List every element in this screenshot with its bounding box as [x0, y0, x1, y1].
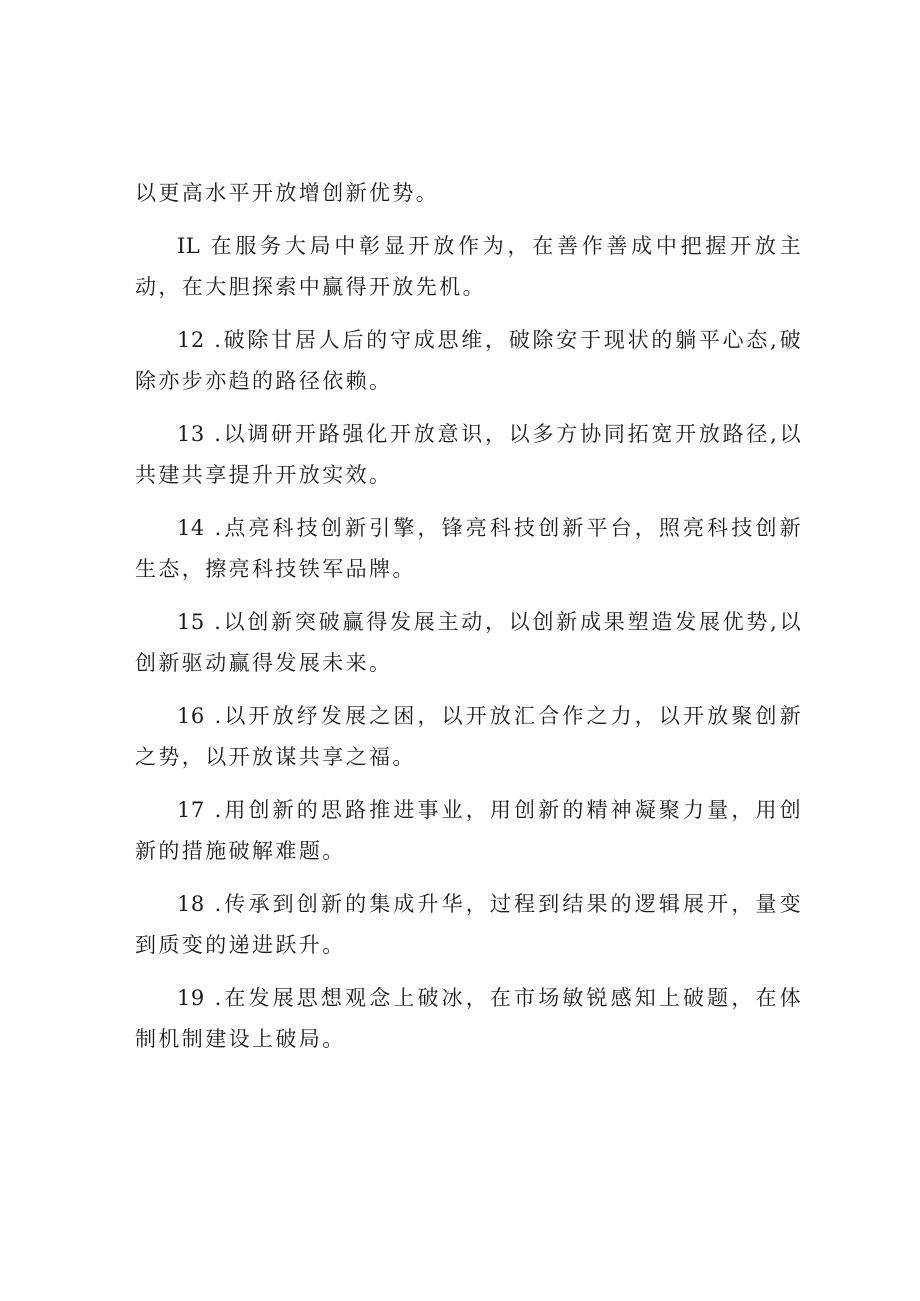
- paragraph-text: .以调研开路强化开放意识，以多方协同拓宽开放路径,以共建共享提升开放实效。: [135, 422, 804, 487]
- paragraph-19: [135, 978, 803, 1060]
- paragraph-number: 13: [177, 422, 205, 446]
- paragraph-15: [135, 602, 803, 684]
- document-body: [135, 173, 803, 1072]
- paragraph-number: 16: [177, 704, 205, 728]
- paragraph-text: 以更高水平开放增创新优势。: [135, 181, 440, 205]
- paragraph-18: [135, 884, 803, 966]
- paragraph-text: .破除甘居人后的守成思维，破除安于现状的躺平心态,破除亦步亦趋的路径依赖。: [135, 328, 804, 393]
- paragraph-text: .用创新的思路推进事业，用创新的精神凝聚力量，用创新的措施破解难题。: [135, 798, 803, 863]
- paragraph-number: 12: [177, 328, 205, 352]
- paragraph-text: .在发展思想观念上破冰，在市场敏锐感知上破题，在体制机制建设上破局。: [135, 986, 803, 1051]
- paragraph-12: [135, 320, 803, 402]
- paragraph-text: 在服务大局中彰显开放作为，在善作善成中把握开放主动，在大胆探索中赢得开放先机。: [135, 234, 803, 299]
- paragraph-11: [135, 226, 803, 308]
- paragraph-text: .点亮科技创新引擎，锋亮科技创新平台，照亮科技创新生态，擦亮科技铁军品牌。: [135, 516, 803, 581]
- paragraph-number: 15: [177, 610, 205, 634]
- paragraph-text: .以开放纾发展之困，以开放汇合作之力，以开放聚创新之势，以开放谋共享之福。: [135, 704, 803, 769]
- paragraph-0: [135, 173, 803, 214]
- paragraph-17: [135, 790, 803, 872]
- paragraph-number: IL: [177, 234, 201, 258]
- paragraph-text: .传承到创新的集成升华，过程到结果的逻辑展开，量变到质变的递进跃升。: [135, 892, 803, 957]
- paragraph-16: [135, 696, 803, 778]
- paragraph-number: 19: [177, 986, 205, 1010]
- paragraph-number: 14: [177, 516, 205, 540]
- paragraph-number: 18: [177, 892, 205, 916]
- paragraph-13: [135, 414, 803, 496]
- paragraph-14: [135, 508, 803, 590]
- paragraph-number: 17: [177, 798, 205, 822]
- paragraph-text: .以创新突破赢得发展主动，以创新成果塑造发展优势,以创新驱动赢得发展未来。: [135, 610, 804, 675]
